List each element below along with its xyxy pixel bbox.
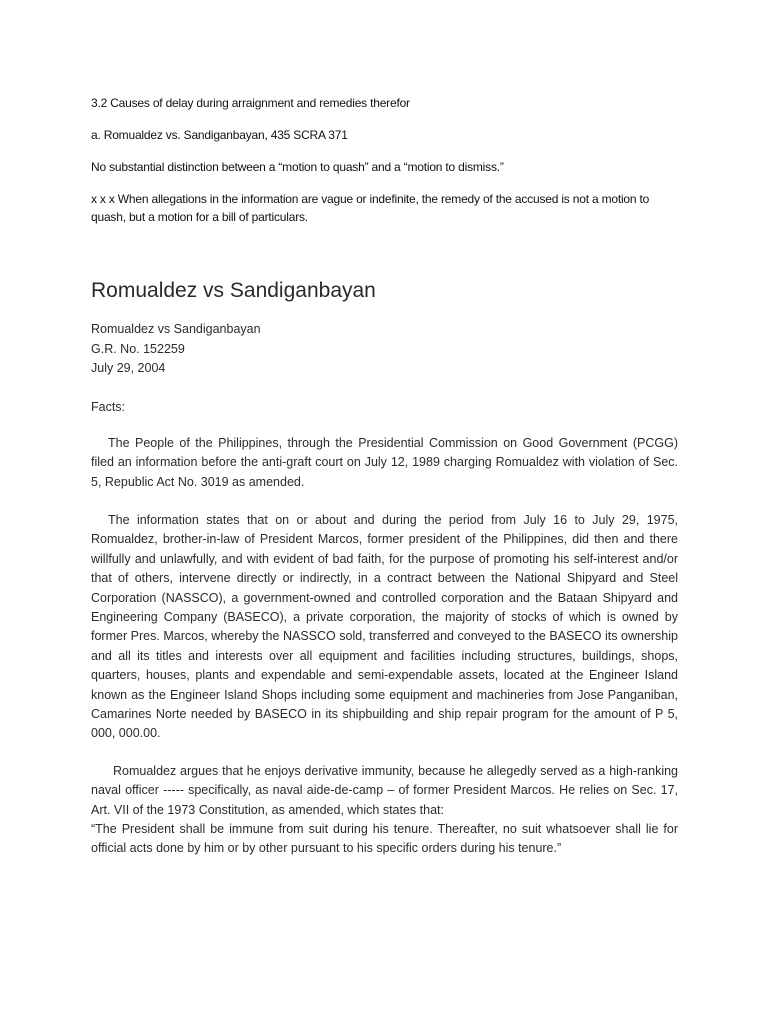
excerpt-text: x x x When allegations in the information are vague or indefinite, the remedy of the accused is not a motion to quash, but a motion for a bill of particulars.	[91, 192, 650, 224]
gr-number: G.R. No. 152259	[91, 341, 185, 356]
facts-label: Facts:	[91, 400, 126, 414]
case-name: Romualdez vs Sandiganbayan	[91, 322, 261, 336]
case-reference: a. Romualdez vs. Sandiganbayan, 435 SCRA 371	[91, 128, 348, 142]
case-meta	[91, 320, 261, 379]
facts-paragraph-3: Romualdez argues that he enjoys derivative immunity, because he allegedly served as a high-ranking naval officer ----- specifically, as naval aide-de-camp – of former President Marcos. He relies on Sec. 17, Art. VII of the 1973 Constitution, as amended, which states that:	[91, 764, 678, 817]
doctrine-line: No substantial distinction between a “motion to quash” and a “motion to dismiss.”	[91, 160, 504, 174]
facts-paragraph-1: The People of the Philippines, through the Presidential Commission on Good Government (PCGG) filed an information before the anti-graft court on July 12, 1989 charging Romualdez with violation of Sec. 5, Republic Act No. 3019 as amended.	[91, 436, 678, 489]
constitution-quote: “The President shall be immune from suit during his tenure. Thereafter, no suit whatsoever shall lie for official acts done by him or by other pursuant to his specific orders during his tenure.”	[91, 822, 678, 856]
header-block	[91, 94, 681, 240]
section-heading: 3.2 Causes of delay during arraignment and remedies therefor	[91, 96, 410, 110]
facts-paragraph-2: The information states that on or about and during the period from July 16 to July 29, 1975, Romualdez, brother-in-law of President Marcos, former president of the Philippines, did then and there willfully and unlawfully, and with evident of bad faith, for the purpose of promoting his self-interest and/or that of others, intervene directly or indirectly, in a contract between the National Shipyard and Steel Corporation (NASSCO), a government-owned and controlled corporation and the Bataan Shipyard and Engineering Company (BASECO), a private corporation, the majority of stocks of which is owned by former Pres. Marcos, whereby the NASSCO sold, transferred and conveyed to the BASECO its ownership and all its titles and interests over all equipment and facilities including structures, buildings, shops, quarters, houses, plants and expendable and semi-expendable assets, located at the Engineer Island known as the Engineer Island Shops including some equipment and machineries from Jose Panganiban, Camarines Norte needed by BASECO in its shipbuilding and ship repair program for the amount of P 5, 000, 000.00.	[91, 513, 678, 741]
decision-date: July 29, 2004	[91, 361, 166, 375]
article-title: Romualdez vs Sandiganbayan	[91, 279, 376, 302]
